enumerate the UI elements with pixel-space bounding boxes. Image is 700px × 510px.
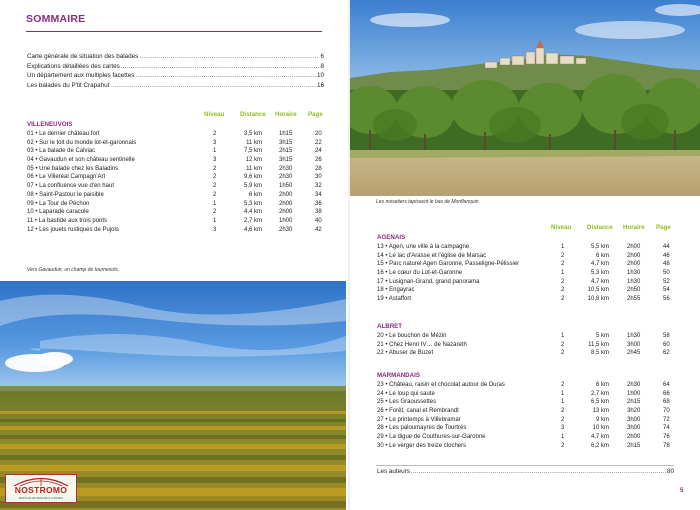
section-title-agenais: AGENAIS [377, 234, 406, 241]
table-row [377, 295, 674, 304]
walk-horaire: 3h00 [627, 425, 641, 432]
table-row [27, 173, 325, 182]
walk-name: 19 • Astaffort [377, 296, 412, 303]
walk-name: 12 • Les jouets rustiques de Pujols [27, 226, 119, 233]
intro-item: Un département aux multiples facettes ..... 10 [27, 71, 324, 81]
photo-caption: Les noisetiers tapissent le bas de Monflanquin. [376, 199, 480, 205]
walk-page: 20 [315, 131, 322, 137]
walk-horaire: 3h00 [627, 416, 641, 423]
walk-page: 22 [315, 139, 322, 146]
walk-page: 72 [663, 416, 670, 423]
walk-niveau: 2 [213, 183, 217, 190]
walk-horaire: 1h00 [627, 390, 641, 397]
walk-name: 27 • Le printemps à Villebramar [377, 416, 461, 423]
walk-distance: 10 km [592, 425, 609, 432]
page-title: SOMMAIRE [26, 13, 86, 25]
column-header-page: Page [656, 224, 671, 231]
walk-niveau: 2 [561, 442, 565, 449]
walk-page: 66 [663, 390, 670, 397]
walk-list-albret [377, 332, 674, 358]
left-page [0, 0, 348, 510]
walk-distance: 12 km [245, 157, 262, 164]
table-row [377, 269, 674, 278]
walk-distance: 6 km [248, 191, 262, 198]
walk-horaire: 3h00 [627, 341, 641, 348]
table-row [27, 139, 325, 148]
walk-name: 29 • La digue de Couthures-sur-Garonne [377, 434, 486, 441]
walk-name: 30 • Le verger des treize clochers [377, 442, 467, 449]
walk-page: 70 [663, 408, 670, 415]
walk-horaire: 2h30 [279, 165, 293, 172]
table-row [27, 208, 325, 217]
walk-niveau: 2 [213, 191, 217, 198]
walk-horaire: 2h00 [279, 200, 293, 207]
walk-page: 68 [663, 399, 670, 406]
walk-horaire: 3h15 [279, 157, 293, 164]
walk-horaire: 1h30 [627, 278, 641, 285]
walk-name: 20 • Le bouchon de Mézin [377, 333, 447, 339]
walk-niveau: 2 [561, 278, 565, 285]
walk-niveau: 2 [561, 350, 565, 357]
walk-horaire: 2h30 [627, 382, 641, 388]
walk-distance: 2,7 km [243, 217, 262, 224]
walk-horaire: 1h50 [279, 183, 293, 190]
table-row [27, 130, 325, 139]
walk-name: 01 • Le dernier château fort [27, 131, 100, 137]
column-header-horaire: Horaire [623, 224, 645, 231]
table-row [27, 156, 325, 165]
column-header-niveau: Niveau [551, 224, 572, 231]
walk-niveau: 2 [213, 174, 217, 181]
walk-page: 48 [663, 261, 670, 268]
walk-distance: 5,3 km [590, 270, 609, 277]
table-row [377, 286, 674, 295]
walk-horaire: 1h30 [627, 270, 641, 277]
walk-niveau: 2 [213, 209, 217, 216]
walk-name: 25 • Les Graoussettes [377, 399, 437, 406]
walk-page: 38 [315, 209, 322, 216]
table-row [377, 433, 674, 442]
walk-niveau: 2 [561, 287, 565, 294]
walk-list-agenais [377, 243, 674, 304]
walk-distance: 11 km [246, 139, 262, 146]
walk-name: 13 • Agen, une ville à la campagne [377, 244, 470, 250]
walk-distance: 4,7 km [590, 261, 609, 268]
walk-name: 14 • Le lac d'Arasse et l'église de Marsac [377, 252, 487, 259]
walk-name: 21 • Chez Henri IV… de Nazareth [377, 341, 467, 348]
column-header-distance: Distance [587, 224, 613, 231]
walk-niveau: 2 [213, 165, 217, 172]
walk-horaire: 2h00 [279, 209, 293, 216]
walk-distance: 6 km [595, 382, 609, 388]
walk-niveau: 1 [561, 434, 565, 441]
walk-page: 52 [663, 278, 670, 285]
walk-niveau: 3 [561, 425, 565, 432]
walk-horaire: 1h30 [627, 333, 641, 339]
walk-niveau: 1 [213, 148, 217, 155]
walk-distance: 11 km [246, 165, 262, 172]
nostromo-logo: NOSTROMO SERVICE DE PRESSE & CONSEIL [5, 474, 77, 503]
walk-page: 74 [663, 425, 670, 432]
walk-horaire: 3h15 [279, 139, 293, 146]
walk-distance: 11,5 km [588, 341, 609, 348]
column-header-distance: Distance [240, 111, 266, 118]
walk-distance: 9,6 km [243, 174, 262, 181]
walk-horaire: 2h55 [627, 296, 641, 303]
walk-distance: 10,8 km [587, 296, 609, 303]
column-header-horaire: Horaire [275, 111, 297, 118]
walk-niveau: 2 [561, 296, 565, 303]
walk-list-marmandais [377, 381, 674, 451]
walk-niveau: 3 [213, 226, 217, 233]
walk-niveau: 2 [213, 131, 217, 137]
walk-name: 06 • Le Villeréal Campagn'Art [27, 174, 106, 181]
walk-niveau: 2 [561, 382, 565, 388]
intro-item: Les balades du P'tit Crapahut ..... 16 [27, 81, 324, 91]
walk-distance: 6,5 km [590, 399, 609, 406]
intro-item: Carte générale de situation des balades ..... 6 [27, 52, 324, 62]
walk-horaire: 2h50 [627, 287, 641, 294]
table-row [377, 442, 674, 451]
walk-niveau: 2 [561, 341, 565, 348]
walk-distance: 5,3 km [243, 200, 262, 207]
walk-page: 54 [663, 287, 670, 294]
walk-distance: 7,5 km [243, 148, 262, 155]
walk-distance: 9 km [595, 416, 609, 423]
walk-niveau: 2 [561, 261, 565, 268]
walk-horaire: 1h00 [279, 217, 293, 224]
walk-horaire: 2h00 [627, 261, 641, 268]
walk-distance: 6 km [595, 252, 609, 259]
page-number: 5 [680, 488, 684, 494]
walk-horaire: 3h20 [627, 408, 641, 415]
table-row [377, 341, 674, 350]
walk-distance: 8,5 km [590, 350, 609, 357]
walk-name: 10 • Laparade caracole [27, 209, 89, 216]
walk-horaire: 2h00 [627, 244, 641, 250]
walk-niveau: 2 [561, 416, 565, 423]
walk-name: 11 • La bastide aux trois ponts [27, 217, 108, 224]
walk-horaire: 1h15 [279, 131, 293, 137]
walk-page: 24 [315, 148, 322, 155]
walk-niveau: 3 [213, 157, 217, 164]
walk-niveau: 1 [213, 217, 217, 224]
walk-niveau: 2 [561, 408, 565, 415]
walk-horaire: 2h15 [279, 148, 293, 155]
walk-niveau: 3 [213, 139, 217, 146]
walk-horaire: 2h00 [627, 434, 641, 441]
walk-distance: 4,7 km [590, 434, 609, 441]
table-row [377, 416, 674, 425]
table-row [377, 407, 674, 416]
table-row [377, 349, 674, 358]
walk-page: 60 [663, 341, 670, 348]
walk-horaire: 2h30 [279, 226, 293, 233]
walk-name: 09 • La Tour de Péchon [27, 200, 90, 207]
walk-horaire: 2h00 [279, 191, 293, 198]
walk-distance: 10,5 km [587, 287, 609, 294]
walk-niveau: 1 [561, 399, 565, 406]
walk-page: 34 [315, 191, 322, 198]
walk-name: 28 • Les paloumayres de Tourtrès [377, 425, 467, 432]
intro-list [27, 52, 324, 90]
walk-name: 07 • La confluence vue d'en haut [27, 183, 114, 190]
table-row [27, 147, 325, 156]
walk-horaire: 2h45 [627, 350, 641, 357]
table-row [377, 278, 674, 287]
table-row [27, 191, 325, 200]
walk-name: 16 • Le cœur du Lot-et-Garonne [377, 270, 463, 277]
walk-list-villeneuvois [27, 130, 325, 234]
table-row [377, 260, 674, 269]
hazelnut-orchard-photo [350, 0, 700, 196]
walk-name: 17 • Lusignan-Grand, grand panorama [377, 278, 480, 285]
walk-page: 56 [663, 296, 670, 303]
walk-horaire: 2h30 [279, 174, 293, 181]
walk-distance: 6,2 km [590, 442, 609, 449]
table-row [377, 398, 674, 407]
walk-niveau: 2 [561, 252, 565, 259]
walk-niveau: 1 [561, 333, 565, 339]
section-title-marmandais: MARMANDAIS [377, 372, 420, 379]
walk-page: 46 [663, 252, 670, 259]
walk-name: 26 • Forêt, canal et Rembrandt [377, 408, 459, 415]
walk-niveau: 1 [213, 200, 217, 207]
walk-distance: 4,7 km [590, 278, 609, 285]
walk-page: 62 [663, 350, 670, 357]
walk-niveau: 1 [561, 270, 565, 277]
walk-niveau: 1 [561, 390, 565, 397]
title-divider [26, 31, 322, 32]
walk-page: 58 [663, 333, 670, 339]
right-page [350, 0, 700, 510]
walk-distance: 2,7 km [590, 390, 609, 397]
walk-name: 04 • Gavaudun et son château sentinelle [27, 157, 135, 164]
walk-niveau: 1 [561, 244, 565, 250]
photo-caption: Vers Gavaudun, un champ de tournesols. [27, 267, 120, 273]
table-row [27, 226, 325, 235]
walk-page: 42 [315, 226, 322, 233]
table-row [27, 165, 325, 174]
walk-page: 50 [663, 270, 670, 277]
table-row [27, 200, 325, 209]
walk-distance: 3,5 km [243, 131, 262, 137]
table-row [377, 252, 674, 261]
walk-distance: 5,5 km [590, 244, 609, 250]
walk-name: 02 • Sur le toit du monde lot-et-garonnais [27, 139, 137, 146]
walk-horaire: 2h00 [627, 252, 641, 259]
section-title-villeneuvois: VILLENEUVOIS [27, 121, 73, 128]
walk-name: 18 • Engayrac [377, 287, 415, 294]
walk-page: 32 [315, 183, 322, 190]
walk-name: 05 • Une balade chez les Baladins [27, 165, 119, 172]
section-title-albret: ALBRET [377, 323, 403, 330]
intro-item: Explications détaillées des cartes ..... 8 [27, 62, 324, 72]
walk-distance: 13 km [592, 408, 609, 415]
walk-page: 30 [315, 174, 322, 181]
walk-distance: 4,4 km [243, 209, 262, 216]
table-row [377, 424, 674, 433]
walk-page: 28 [315, 165, 322, 172]
walk-horaire: 2h15 [627, 399, 641, 406]
table-row [377, 243, 674, 252]
walk-name: 22 • Abuser de Buzet [377, 350, 434, 357]
walk-page: 44 [663, 244, 670, 250]
table-row [27, 217, 325, 226]
walk-page: 76 [663, 434, 670, 441]
walk-name: 23 • Château, raisin et chocolat autour de Duras [377, 382, 505, 388]
table-row [377, 332, 674, 341]
walk-page: 64 [663, 382, 670, 388]
walk-distance: 4,6 km [243, 226, 262, 233]
authors-entry: Les auteurs ..... 80 [377, 467, 674, 477]
walk-name: 08 • Saint-Pastour le paisible [27, 191, 104, 198]
walk-page: 26 [315, 157, 322, 164]
walk-page: 78 [663, 442, 670, 449]
footer-divider [376, 465, 674, 466]
walk-name: 24 • Le loup qui saute [377, 390, 435, 397]
column-header-page: Page [308, 111, 323, 118]
column-header-niveau: Niveau [204, 111, 225, 118]
walk-horaire: 2h15 [627, 442, 641, 449]
walk-name: 03 • La balade de Calviac [27, 148, 96, 155]
walk-distance: 5,9 km [243, 183, 262, 190]
table-row [377, 381, 674, 390]
table-row [377, 390, 674, 399]
walk-distance: 5 km [595, 333, 609, 339]
walk-page: 36 [315, 200, 322, 207]
walk-name: 15 • Parc naturel Agen Garonne, Passeligne-Pélissier [377, 261, 520, 268]
table-row [27, 182, 325, 191]
walk-page: 40 [315, 217, 322, 224]
